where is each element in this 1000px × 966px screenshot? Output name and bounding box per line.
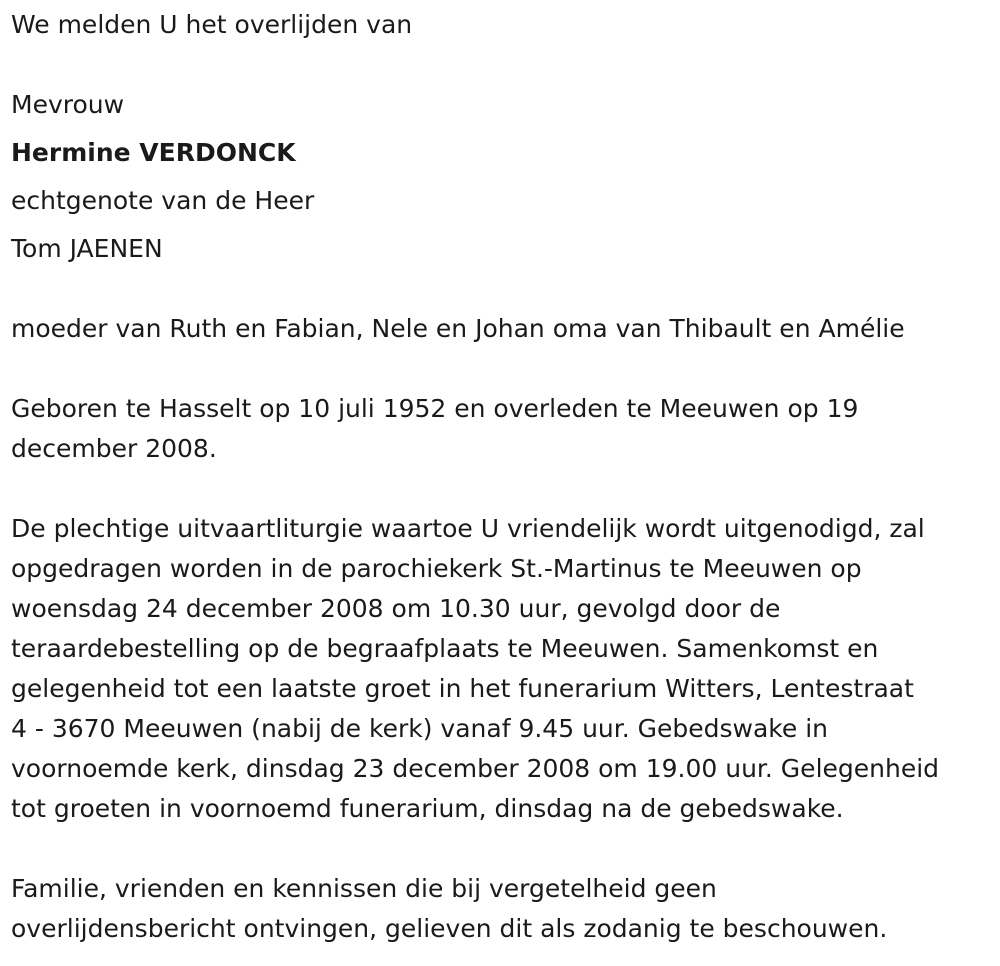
closing-line-1: Familie, vrienden en kennissen die bij vergetelheid geen [11, 874, 717, 903]
funeral-line-4: teraardebestelling op de begraafplaats te Meeuwen. Samenkomst en [11, 634, 879, 663]
birth-line-1: Geboren te Hasselt op 10 juli 1952 en overleden te Meeuwen op 19 [11, 394, 859, 423]
intro-text: We melden U het overlijden van [11, 10, 413, 39]
birth-line-2: december 2008. [11, 434, 217, 463]
closing-line-2: overlijdensbericht ontvingen, gelieven dit als zodanig te beschouwen. [11, 914, 888, 943]
funeral-line-2: opgedragen worden in de parochiekerk St.-Martinus te Meeuwen op [11, 554, 862, 583]
funeral-line-6: 4 - 3670 Meeuwen (nabij de kerk) vanaf 9.45 uur. Gebedswake in [11, 714, 829, 743]
funeral-line-8: tot groeten in voornoemd funerarium, dinsdag na de gebedswake. [11, 794, 844, 823]
funeral-line-3: woensdag 24 december 2008 om 10.30 uur, gevolgd door de [11, 594, 781, 623]
deceased-name: Hermine VERDONCK [11, 138, 296, 167]
funeral-line-7: voornoemde kerk, dinsdag 23 december 2008 om 19.00 uur. Gelegenheid [11, 754, 940, 783]
funeral-line-1: De plechtige uitvaartliturgie waartoe U vriendelijk wordt uitgenodigd, zal [11, 514, 925, 543]
relation-text: echtgenote van de Heer [11, 186, 315, 215]
family-text: moeder van Ruth en Fabian, Nele en Johan oma van Thibault en Amélie [11, 314, 905, 343]
title-text: Mevrouw [11, 90, 125, 119]
spouse-name: Tom JAENEN [11, 234, 163, 263]
funeral-line-5: gelegenheid tot een laatste groet in het funerarium Witters, Lentestraat [11, 674, 914, 703]
